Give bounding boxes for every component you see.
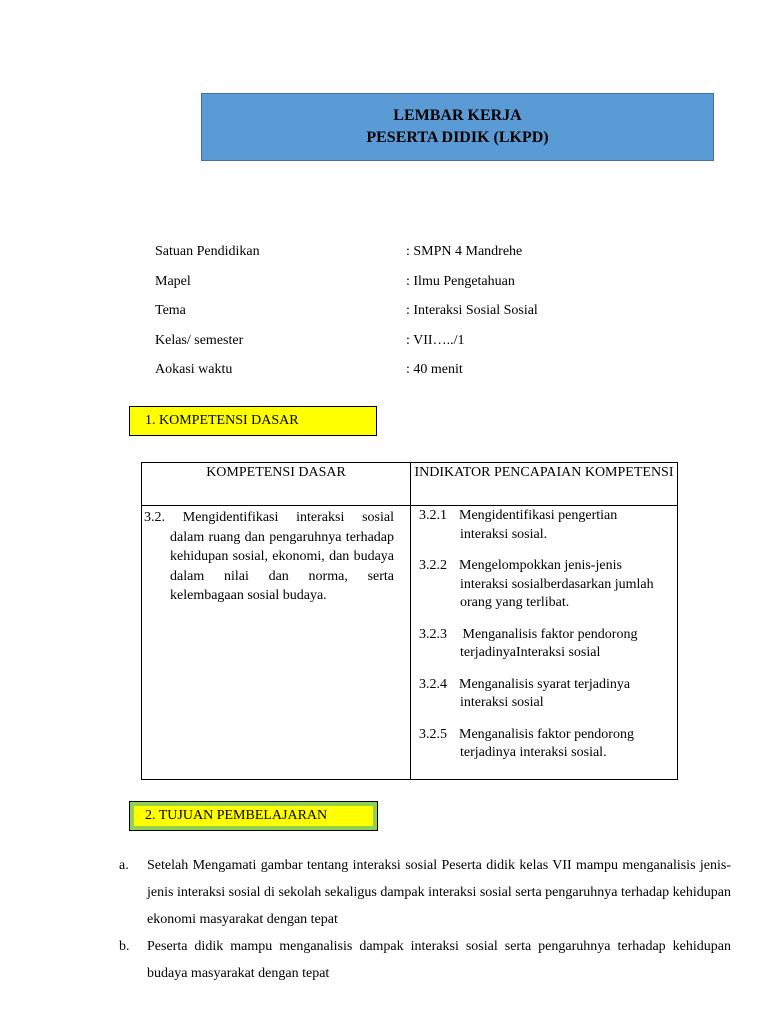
info-row-satuan — [155, 242, 675, 272]
info-value: : SMPN 4 Mandrehe — [406, 244, 523, 259]
kd-description: dalam ruang dan pengaruhnya terhadap kehidupan sosial, ekonomi, dan budaya dalam nilai dan norma, serta kelembagaan sosial budaya. — [170, 529, 394, 603]
header-indikator: INDIKATOR PENCAPAIAN KOMPETENSI — [411, 463, 678, 506]
list-item — [119, 852, 731, 933]
info-label: Aokasi waktu — [155, 362, 233, 377]
goal-text: Peserta didik mampu menganalisis dampak interaksi sosial serta pengaruhnya terhadap kehidupan budaya masyarakat dengan tepat — [147, 939, 731, 981]
goal-text: Setelah Mengamati gambar tentang interaksi sosial Peserta didik kelas VII mampu menganalisis jenis-jenis interaksi sosial di sekolah sekaligus dampak interaksi sosial serta pengaruhnya terhadap kehidupan ekonomi masyarakat dengan tepat — [147, 858, 731, 927]
goal-letter: a. — [119, 858, 129, 873]
section-label: 2. TUJUAN PEMBELAJARAN — [145, 808, 328, 823]
indicator-item — [419, 626, 673, 663]
table-row — [142, 506, 678, 780]
info-label: Satuan Pendidikan — [155, 244, 260, 259]
info-row-tema — [155, 301, 675, 331]
indicator-text-cont: interaksi sosialberdasarkan jumlah orang yang terlibat. — [460, 576, 654, 610]
info-row-waktu — [155, 360, 675, 390]
info-value: : VII…../1 — [406, 332, 465, 348]
indicator-item — [419, 726, 673, 763]
kd-cell — [142, 506, 411, 780]
indicator-cell — [411, 506, 678, 780]
indicator-item — [419, 507, 673, 544]
indicator-item — [419, 676, 673, 713]
indicator-text-cont: terjadinyaInteraksi sosial — [460, 645, 601, 660]
indicator-text: Mengidentifikasi pengertian — [459, 508, 618, 523]
indicator-text: Menganalisis faktor pendorong — [459, 626, 638, 642]
table-header-row — [142, 463, 678, 506]
identity-info — [155, 242, 675, 390]
header-kompetensi-dasar: KOMPETENSI DASAR — [142, 463, 411, 506]
indicator-text: Menganalisis syarat terjadinya — [459, 676, 631, 692]
indicator-item — [419, 557, 673, 613]
indicator-number: 3.2.4 — [419, 676, 447, 692]
indicator-text-cont: terjadinya interaksi sosial. — [460, 745, 607, 760]
info-label: Kelas/ semester — [155, 332, 244, 348]
section-label: 1. KOMPETENSI DASAR — [145, 413, 299, 428]
indicator-number: 3.2.5 — [419, 726, 447, 742]
info-value: : Interaksi Sosial Sosial — [406, 303, 538, 318]
indicator-text: Menganalisis faktor pendorong — [459, 726, 634, 742]
title-box — [201, 93, 714, 161]
indicator-number: 3.2.1 — [419, 508, 447, 523]
indicator-number: 3.2.2 — [419, 558, 447, 573]
indicator-text-cont: interaksi sosial. — [460, 526, 548, 542]
goal-letter: b. — [119, 939, 130, 954]
list-item — [119, 933, 731, 987]
info-value: : Ilmu Pengetahuan — [406, 273, 515, 289]
indicator-number: 3.2.3 — [419, 626, 447, 642]
indicator-text: Mengelompokkan jenis-jenis — [459, 558, 622, 573]
title-line-1: LEMBAR KERJA — [393, 107, 522, 124]
info-value: : 40 menit — [406, 362, 463, 377]
competency-table — [141, 462, 678, 780]
info-row-mapel — [155, 272, 675, 302]
info-label: Mapel — [155, 273, 191, 289]
kd-first-line: 3.2. Mengidentifikasi interaksi sosial — [144, 510, 394, 525]
indicator-text-cont: interaksi sosial — [460, 695, 544, 710]
section-heading-kompetensi — [129, 406, 377, 436]
section-heading-tujuan — [129, 801, 378, 831]
info-row-kelas — [155, 331, 675, 361]
title-line-2: PESERTA DIDIK (LKPD) — [366, 129, 549, 146]
learning-goals — [119, 852, 731, 987]
info-label: Tema — [155, 303, 186, 318]
